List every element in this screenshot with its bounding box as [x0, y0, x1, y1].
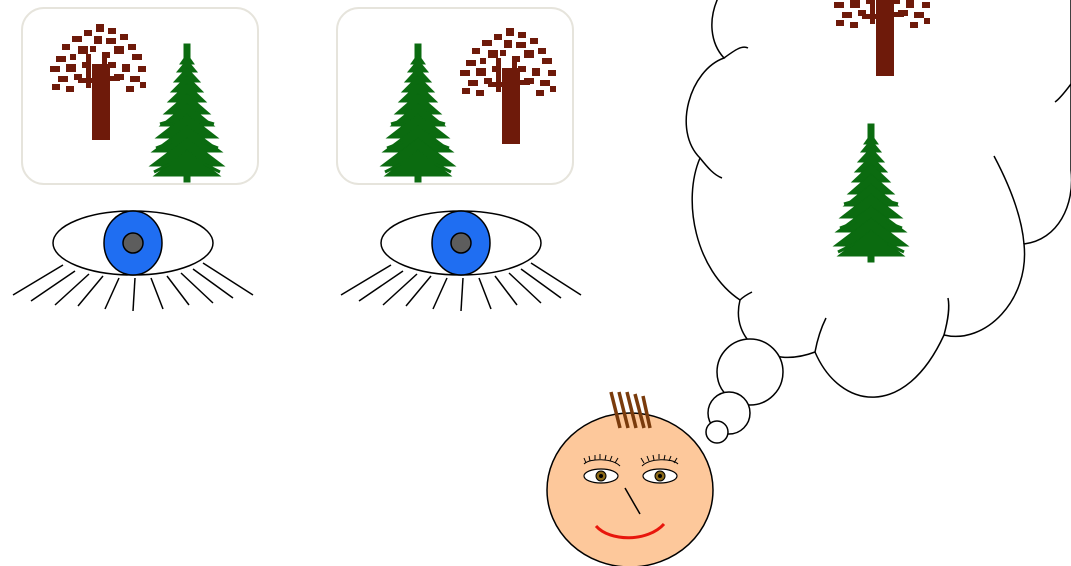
middle-panel [337, 8, 573, 184]
observer-face [547, 392, 713, 566]
left-eye [13, 211, 253, 311]
middle-eye [341, 211, 581, 311]
face-head [547, 413, 713, 566]
left-panel [22, 8, 258, 184]
thought-bubble-small [706, 421, 728, 443]
thought-bubbles [706, 339, 783, 443]
left-panel-frame [22, 8, 258, 184]
